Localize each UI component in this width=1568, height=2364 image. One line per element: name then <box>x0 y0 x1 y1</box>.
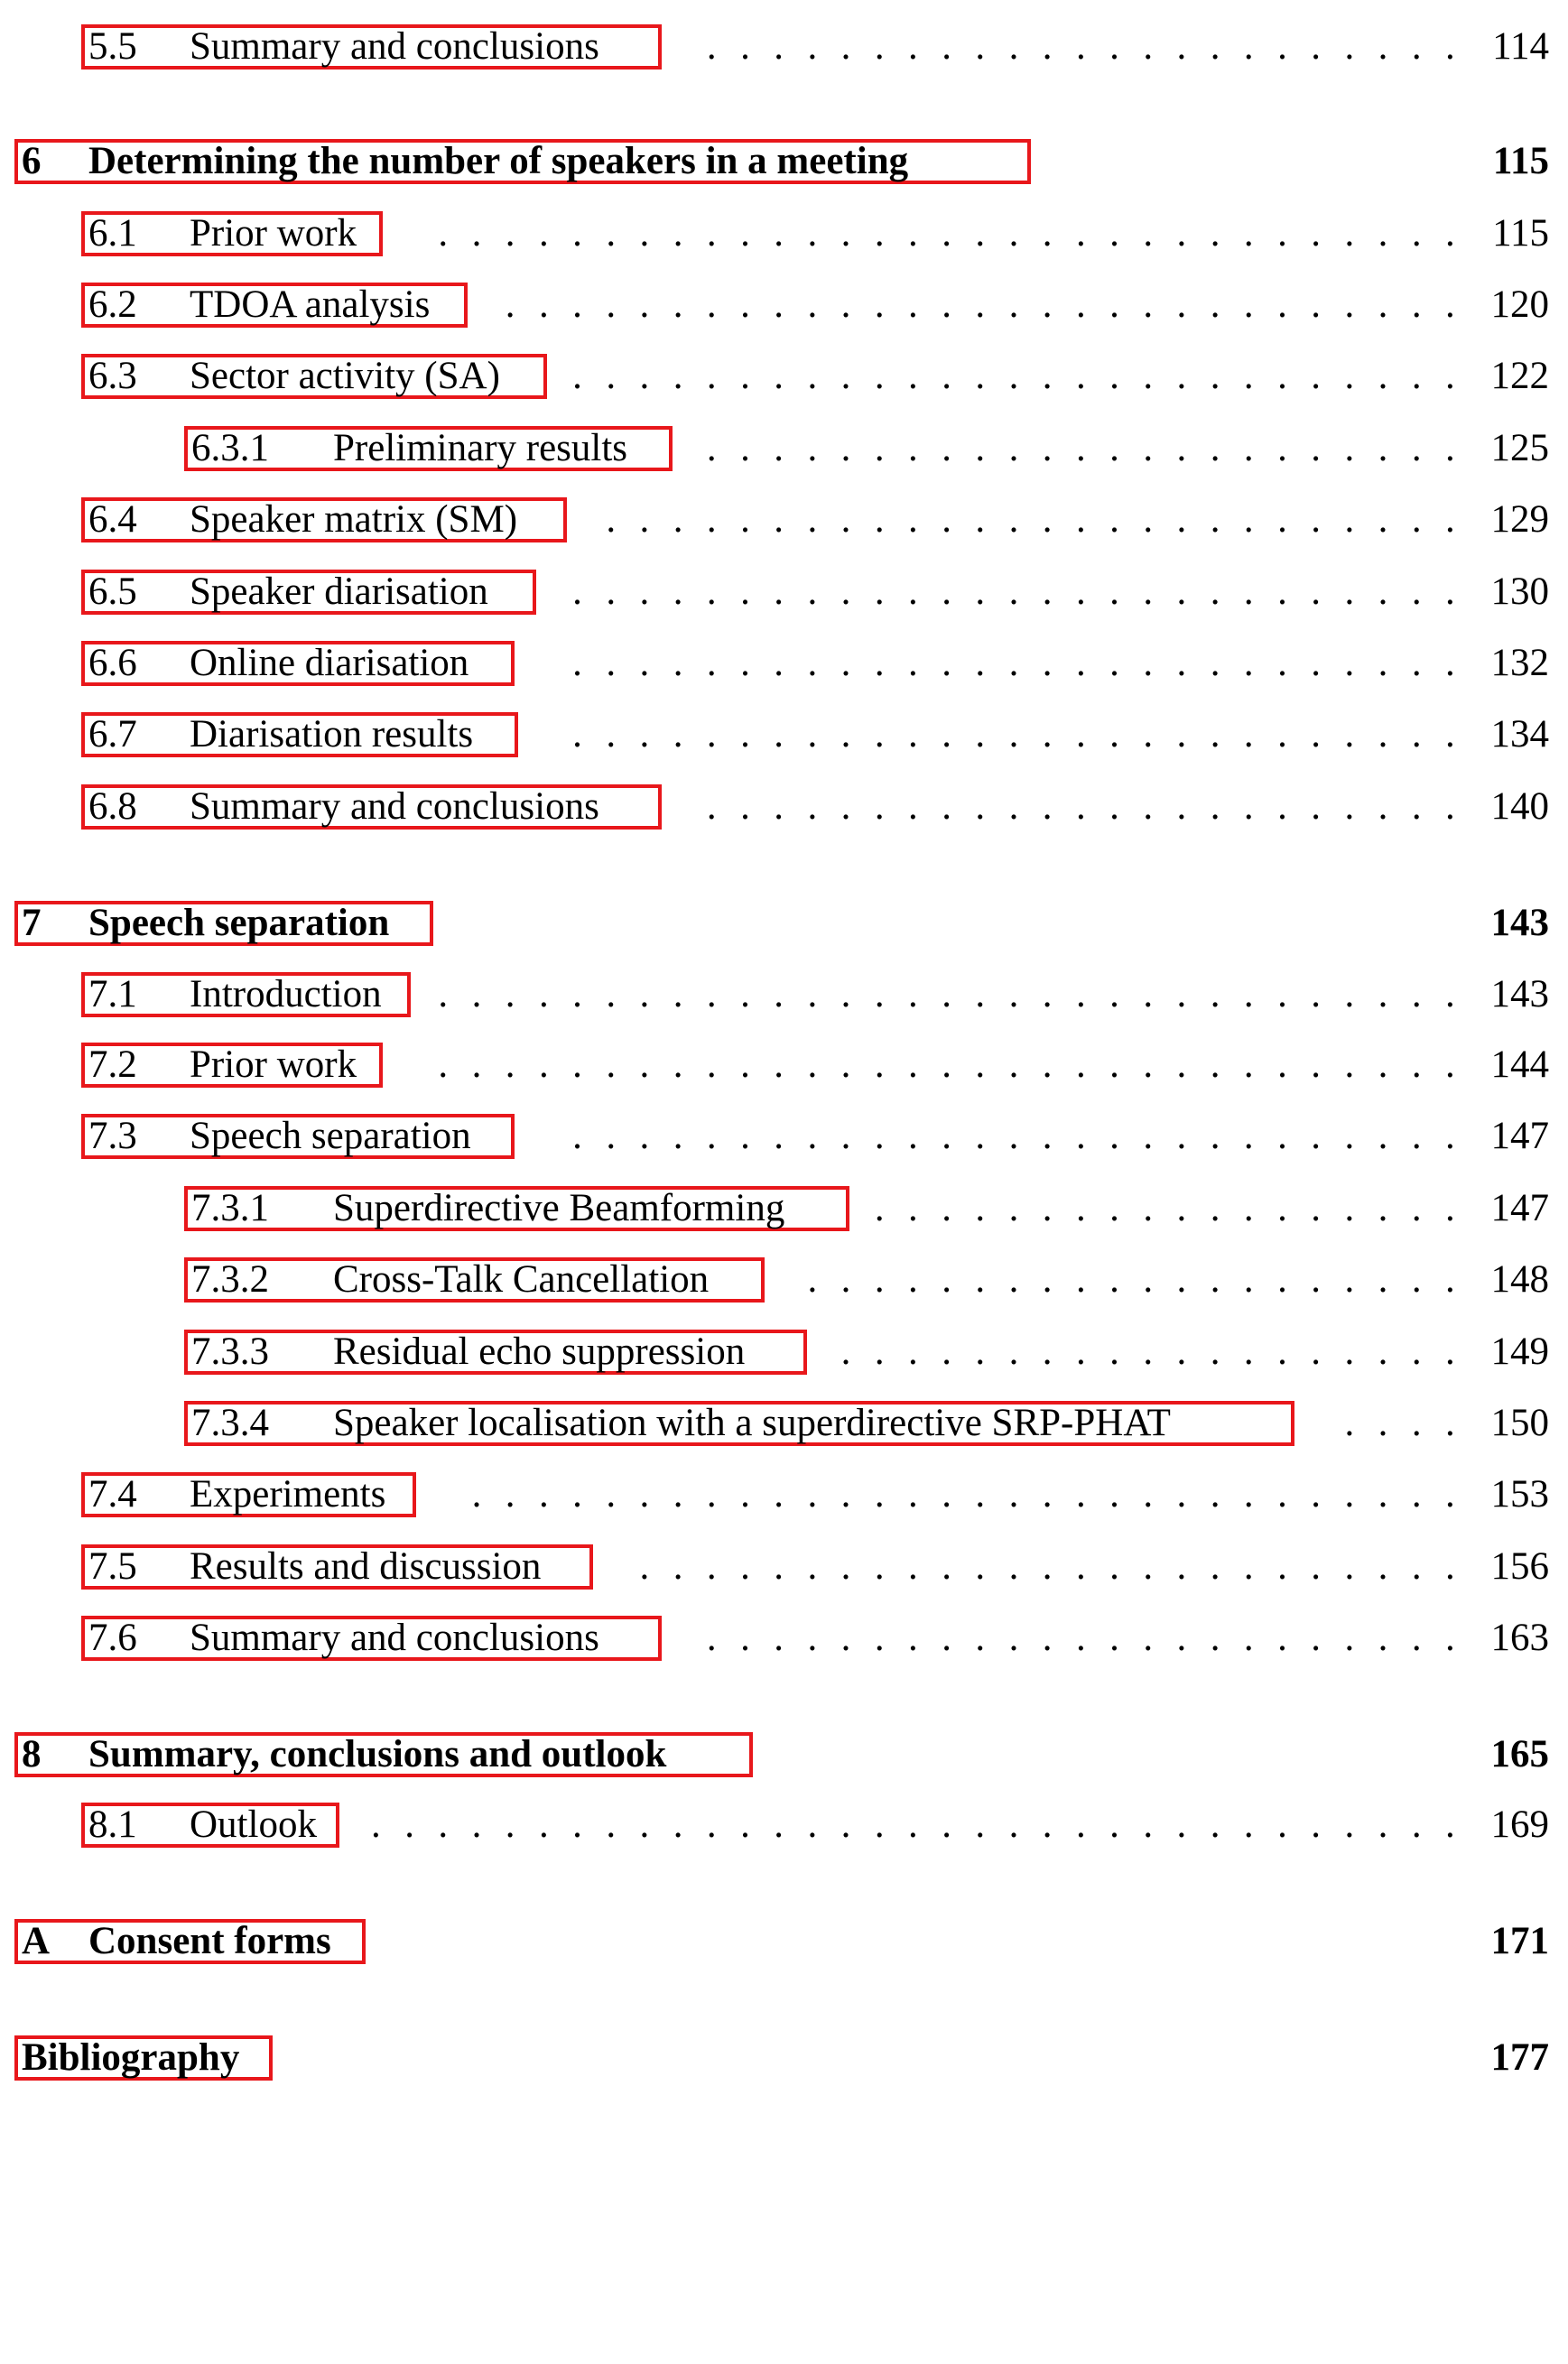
toc-entry-number: A <box>22 1920 51 1962</box>
toc-link[interactable] <box>14 1919 366 1964</box>
toc-entry-number: 6 <box>22 140 42 182</box>
toc-entry-section <box>0 21 1568 75</box>
toc-page-number[interactable]: 132 <box>1490 642 1549 684</box>
toc-entry-section <box>0 781 1568 835</box>
toc-entry-title: Sector activity (SA) <box>190 355 500 397</box>
toc-page-number[interactable]: 115 <box>1492 140 1549 182</box>
toc-link[interactable] <box>81 1043 383 1088</box>
toc-entry-number: 7.1 <box>88 973 137 1015</box>
toc-entry-subsection <box>0 422 1568 477</box>
toc-page-number[interactable]: 150 <box>1490 1402 1549 1444</box>
toc-entry-number: 8.1 <box>88 1803 137 1846</box>
toc-entry-number: 6.4 <box>88 498 137 541</box>
toc-link[interactable] <box>81 1544 593 1590</box>
toc-entry-title: Cross-Talk Cancellation <box>333 1258 710 1301</box>
toc-link[interactable] <box>81 570 536 615</box>
toc-link[interactable] <box>81 497 567 542</box>
toc-page-number[interactable]: 153 <box>1490 1473 1549 1516</box>
dot-leader: . . . . . . . . . . . . . . . . . . . . . . . <box>706 28 1455 66</box>
toc-entry-section <box>0 1799 1568 1853</box>
toc-page-number[interactable]: 149 <box>1490 1330 1549 1373</box>
toc-link[interactable] <box>14 2035 273 2081</box>
toc-link[interactable] <box>81 712 518 757</box>
toc-entry-section <box>0 1469 1568 1523</box>
dot-leader: . . . . . . . . . . . . . . . . . . . <box>840 1333 1455 1371</box>
toc-entry-title: Speaker matrix (SM) <box>190 498 518 541</box>
toc-page-number[interactable]: 171 <box>1490 1920 1549 1962</box>
toc-entry-number: 7.3.2 <box>191 1258 269 1301</box>
toc-entry-title: Determining the number of speakers in a meeting <box>88 140 909 182</box>
toc-entry-number: 7.3 <box>88 1115 137 1157</box>
toc-entry-number: 7.4 <box>88 1473 137 1516</box>
dot-leader: . . . . . . . . . . . . . . . . . . . . . . . . . <box>639 1548 1455 1586</box>
toc-link[interactable] <box>184 426 673 471</box>
toc-entry-section <box>0 566 1568 620</box>
toc-entry-chapter <box>0 897 1568 951</box>
toc-entry-subsection <box>0 1397 1568 1451</box>
toc-entry-number: 8 <box>22 1733 42 1775</box>
toc-entry-number: 7 <box>22 902 42 944</box>
toc-link[interactable] <box>14 1732 753 1777</box>
toc-entry-title: Speech separation <box>88 902 390 944</box>
toc-entry-chapter <box>0 2032 1568 2086</box>
dot-leader: . . . . . . . . . . . . . . . . . . . . . . . . . . . . . . . <box>438 1046 1455 1084</box>
toc-link[interactable] <box>184 1401 1294 1446</box>
toc-entry-title: Summary and conclusions <box>190 25 599 68</box>
toc-entry-title: Speaker diarisation <box>190 570 488 613</box>
toc-entry-number: 6.8 <box>88 785 137 828</box>
toc-link[interactable] <box>81 641 515 686</box>
toc-entry-title: Diarisation results <box>190 713 474 756</box>
toc-link[interactable] <box>81 354 547 399</box>
toc-entry-title: TDOA analysis <box>190 283 431 326</box>
toc-entry-chapter <box>0 1915 1568 1970</box>
toc-page-number[interactable]: 147 <box>1490 1115 1549 1157</box>
toc-entry-chapter <box>0 135 1568 190</box>
toc-link[interactable] <box>81 972 411 1017</box>
toc-page-number[interactable]: 140 <box>1490 785 1549 828</box>
toc-entry-number: 6.2 <box>88 283 137 326</box>
toc-entry-title: Introduction <box>190 973 382 1015</box>
dot-leader: . . . . . . . . . . . . . . . . . . . . <box>807 1261 1455 1299</box>
toc-entry-title: Summary, conclusions and outlook <box>88 1733 667 1775</box>
toc-page-number[interactable]: 114 <box>1492 25 1549 68</box>
toc-entry-title: Residual echo suppression <box>333 1330 746 1373</box>
toc-link[interactable] <box>184 1330 807 1375</box>
dot-leader: . . . . . . . . . . . . . . . . . . . . . . . . . . . <box>572 573 1455 611</box>
toc-entry-title: Summary and conclusions <box>190 1617 599 1659</box>
toc-entry-title: Results and discussion <box>190 1545 542 1588</box>
toc-entry-number: 6.7 <box>88 713 137 756</box>
toc-entry-title: Superdirective Beamforming <box>333 1187 785 1229</box>
toc-entry-number: 6.3 <box>88 355 137 397</box>
toc-entry-title: Speaker localisation with a superdirective SRP-PHAT <box>333 1402 1171 1444</box>
toc-page-number[interactable]: 115 <box>1492 212 1549 255</box>
toc-entry-title: Experiments <box>190 1473 386 1516</box>
toc-page-number[interactable]: 143 <box>1490 973 1549 1015</box>
dot-leader: . . . . . . . . . . . . . . . . . . . . . . . . . . . . . . . <box>438 215 1455 253</box>
toc-entry-title: Consent forms <box>88 1920 331 1962</box>
toc-entry-number: 7.2 <box>88 1043 137 1086</box>
toc-entry-section <box>0 279 1568 333</box>
toc-entry-title: Bibliography <box>22 2036 240 2079</box>
dot-leader: . . . . . . . . . . . . . . . . . . . . . . . <box>706 788 1455 826</box>
dot-leader: . . . . . . . . . . . . . . . . . . . . . . . . . . . <box>572 1117 1455 1155</box>
toc-page-number[interactable]: 144 <box>1490 1043 1549 1086</box>
toc-entry-title: Outlook <box>190 1803 317 1846</box>
dot-leader: . . . . . . . . . . . . . . . . . . . . . . . . . . . <box>572 357 1455 395</box>
toc-entry-chapter <box>0 1729 1568 1783</box>
toc-page-number[interactable]: 125 <box>1490 427 1549 469</box>
toc-link[interactable] <box>81 1472 416 1517</box>
toc-entry-number: 6.1 <box>88 212 137 255</box>
toc-link[interactable] <box>81 1803 339 1848</box>
toc-entry-section <box>0 969 1568 1023</box>
toc-page-number[interactable]: 143 <box>1490 902 1549 944</box>
toc-link[interactable] <box>184 1257 765 1303</box>
toc-link[interactable] <box>81 784 662 830</box>
dot-leader: . . . . . . . . . . . . . . . . . . . . . . . . . . . <box>572 644 1455 682</box>
toc-link[interactable] <box>81 283 468 328</box>
dot-leader: . . . . . . . . . . . . . . . . . . . . . . . . . . . . . . <box>471 1476 1455 1514</box>
toc-entry-title: Prior work <box>190 1043 357 1086</box>
toc-page-number[interactable]: 147 <box>1490 1187 1549 1229</box>
toc-entry-subsection <box>0 1326 1568 1380</box>
toc-entry-section <box>0 1541 1568 1595</box>
dot-leader: . . . . . . . . . . . . . . . . . . . . . . . . . . . <box>572 716 1455 754</box>
toc-page-number[interactable]: 130 <box>1490 570 1549 613</box>
toc-link[interactable] <box>184 1186 849 1231</box>
toc-entry-section <box>0 709 1568 763</box>
toc-entry-number: 7.3.4 <box>191 1402 269 1444</box>
toc-entry-number: 7.5 <box>88 1545 137 1588</box>
toc-entry-number: 5.5 <box>88 25 137 68</box>
toc-entry-section <box>0 350 1568 404</box>
dot-leader: . . . . . . . . . . . . . . . . . . . . . . . . . . . . . . . <box>438 976 1455 1014</box>
toc-link[interactable] <box>81 1114 515 1159</box>
toc-entry-section <box>0 208 1568 262</box>
toc-entry-title: Online diarisation <box>190 642 469 684</box>
toc-page-number[interactable]: 163 <box>1490 1617 1549 1659</box>
toc-entry-subsection <box>0 1182 1568 1237</box>
toc-entry-title: Summary and conclusions <box>190 785 599 828</box>
toc-page-number[interactable]: 165 <box>1490 1733 1549 1775</box>
toc-page-number[interactable]: 169 <box>1490 1803 1549 1846</box>
toc-page-number[interactable]: 120 <box>1490 283 1549 326</box>
toc-entry-title: Prior work <box>190 212 357 255</box>
toc-entry-title: Preliminary results <box>333 427 628 469</box>
toc-page-number[interactable]: 129 <box>1490 498 1549 541</box>
toc-entry-section <box>0 1039 1568 1093</box>
dot-leader: . . . . . . . . . . . . . . . . . . . . . . . <box>706 1619 1455 1657</box>
dot-leader: . . . . . . . . . . . . . . . . . . <box>874 1190 1455 1228</box>
toc-page-number[interactable]: 122 <box>1490 355 1549 397</box>
toc-entry-section <box>0 1110 1568 1164</box>
toc-link[interactable] <box>81 1616 662 1661</box>
dot-leader: . . . . . . . . . . . . . . . . . . . . . . . . . . <box>606 501 1455 539</box>
toc-entry-number: 6.5 <box>88 570 137 613</box>
toc-entry-number: 6.6 <box>88 642 137 684</box>
toc-entry-number: 7.6 <box>88 1617 137 1659</box>
toc-page-number[interactable]: 148 <box>1490 1258 1549 1301</box>
toc-link[interactable] <box>14 901 433 946</box>
toc-entry-subsection <box>0 1254 1568 1308</box>
toc-link[interactable] <box>81 24 662 70</box>
toc-page-number[interactable]: 156 <box>1490 1545 1549 1588</box>
dot-leader: . . . . <box>1344 1404 1455 1442</box>
toc-link[interactable] <box>14 139 1031 184</box>
toc-entry-section <box>0 637 1568 691</box>
toc-entry-title: Speech separation <box>190 1115 471 1157</box>
toc-entry-number: 7.3.3 <box>191 1330 269 1373</box>
toc-entry-section <box>0 494 1568 548</box>
toc-page-number[interactable]: 134 <box>1490 713 1549 756</box>
toc-entry-number: 6.3.1 <box>191 427 269 469</box>
toc-entry-section <box>0 1612 1568 1666</box>
dot-leader: . . . . . . . . . . . . . . . . . . . . . . . <box>706 430 1455 468</box>
toc-link[interactable] <box>81 211 383 256</box>
dot-leader: . . . . . . . . . . . . . . . . . . . . . . . . . . . . . <box>505 286 1455 324</box>
toc-entry-number: 7.3.1 <box>191 1187 269 1229</box>
toc-page-number[interactable]: 177 <box>1490 2036 1549 2079</box>
dot-leader: . . . . . . . . . . . . . . . . . . . . . . . . . . . . . . . . . <box>371 1806 1455 1844</box>
